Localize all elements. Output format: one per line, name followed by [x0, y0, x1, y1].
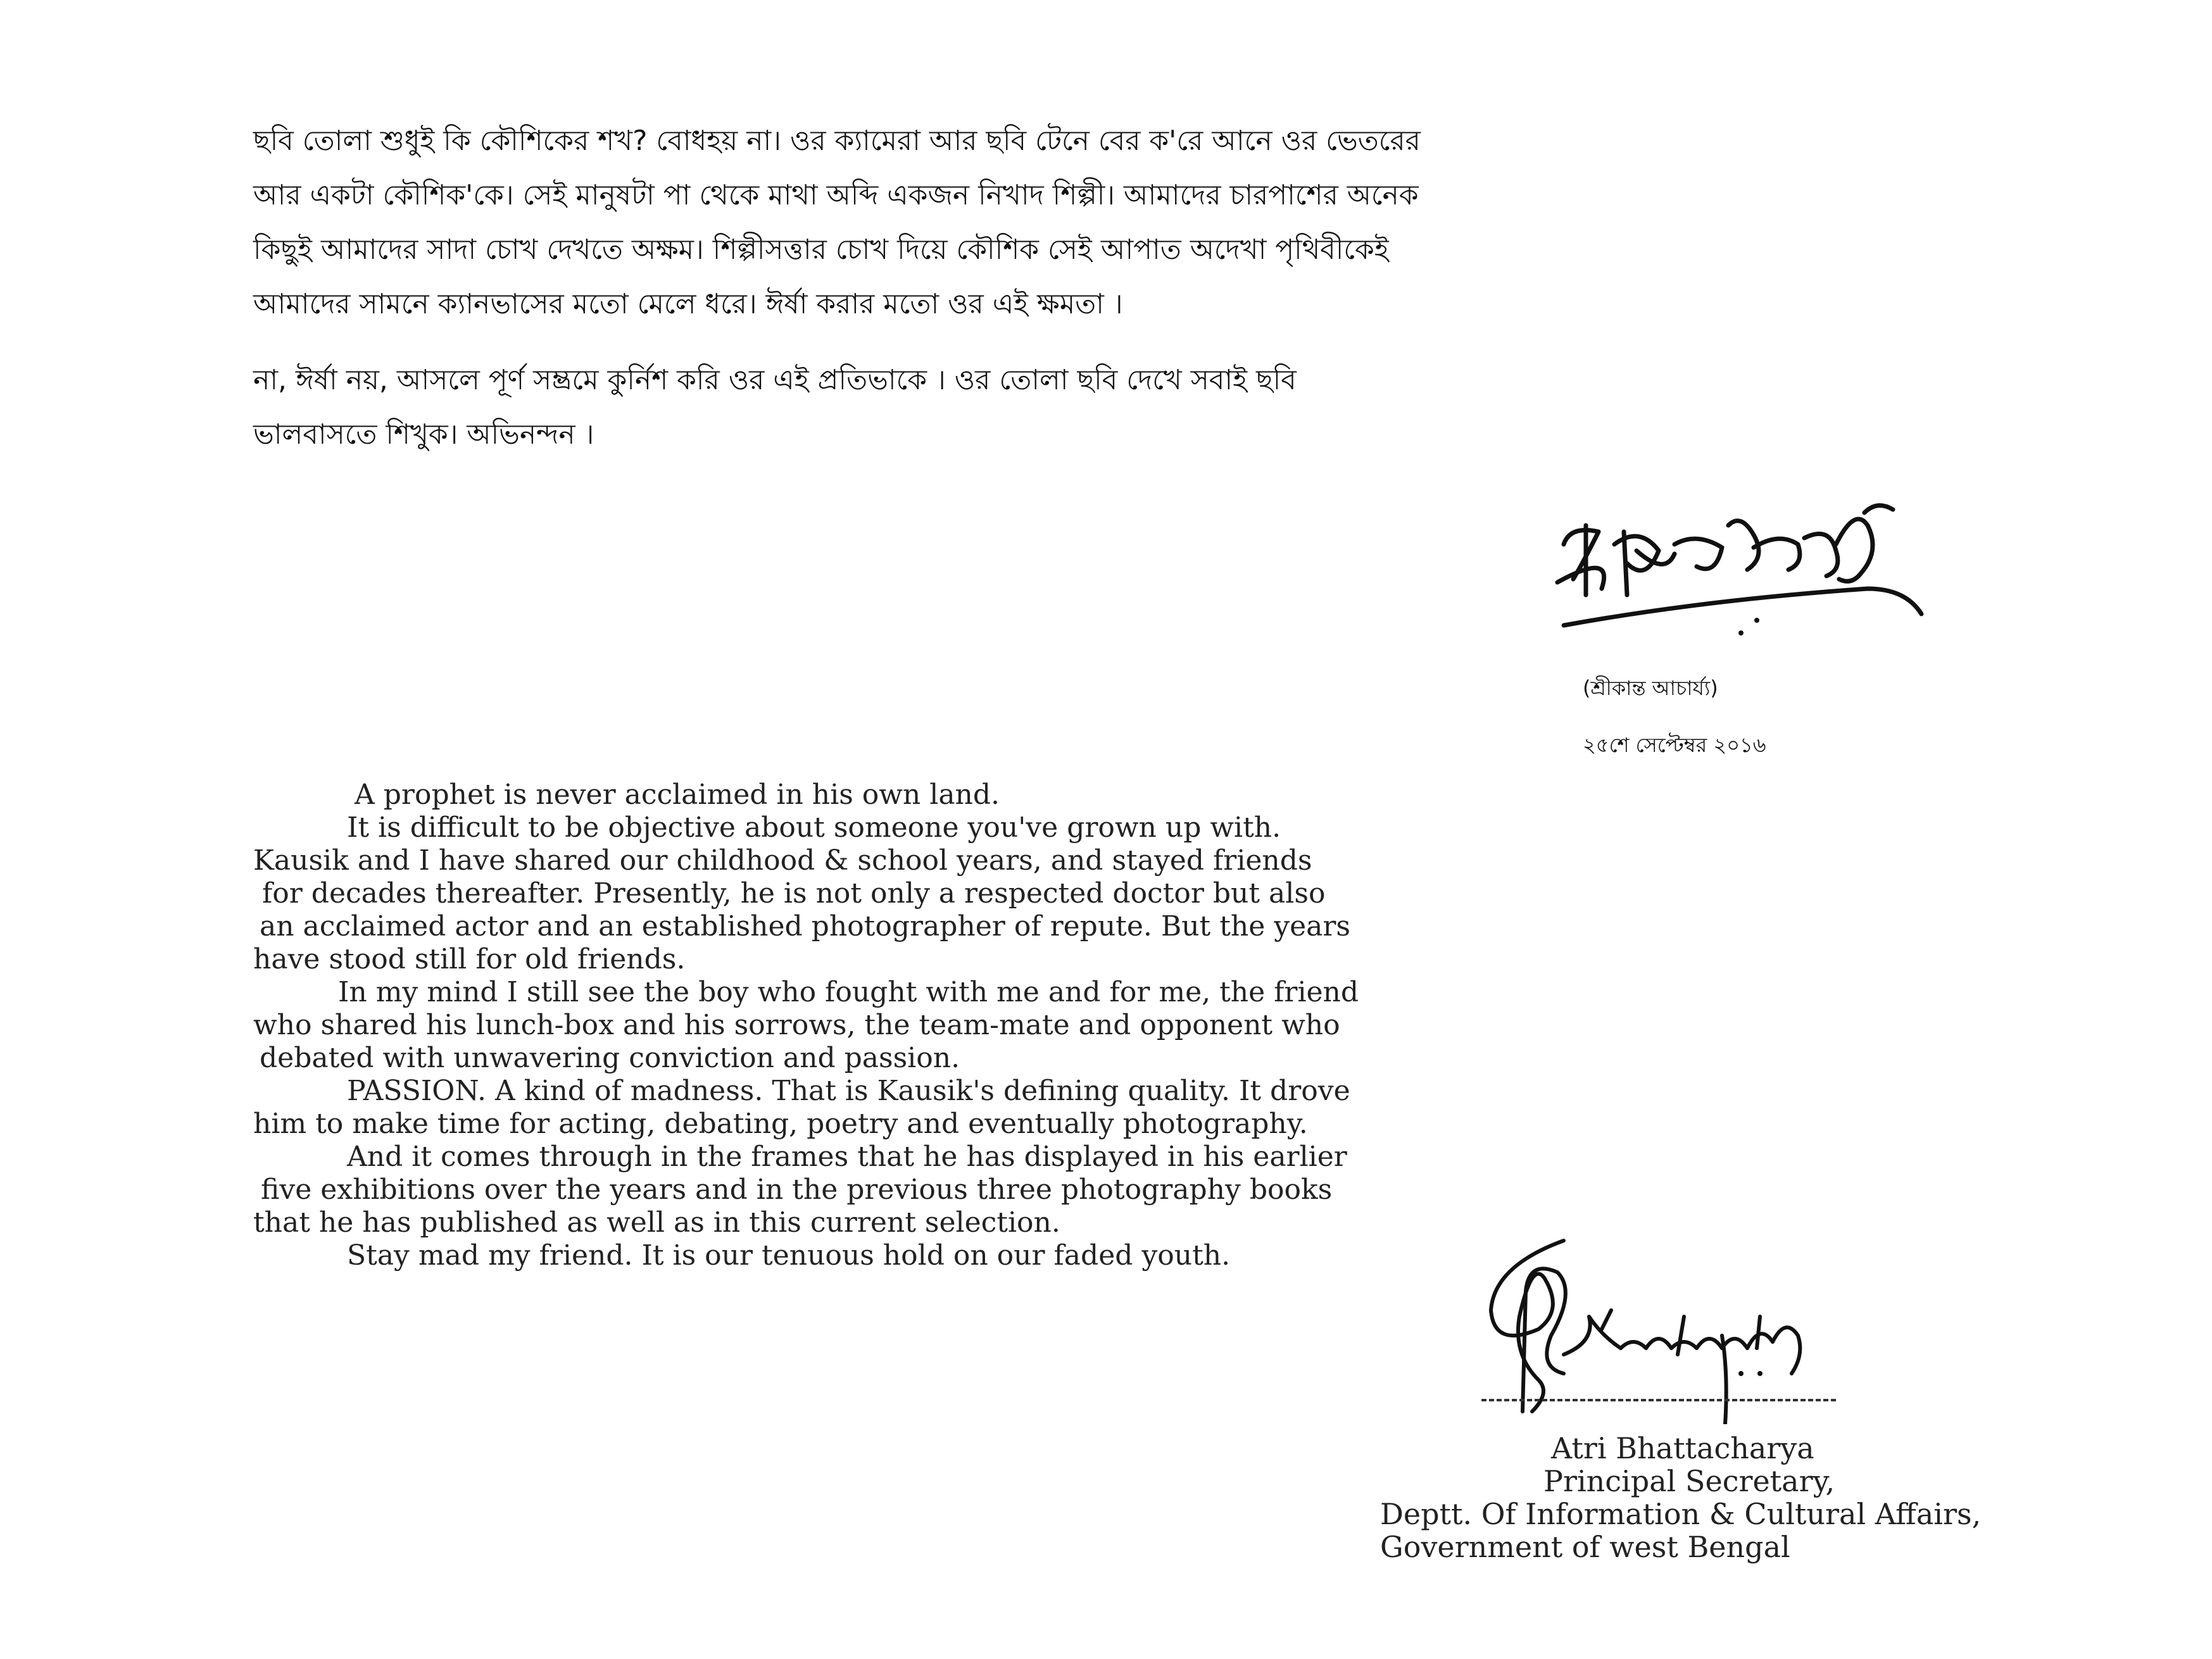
signatory-government: Government of west Bengal [1380, 1530, 1790, 1564]
bengali-signatory-name: (শ্রীকান্ত আচার্য্য) [1583, 676, 1718, 700]
signatory-title: Principal Secretary, [1543, 1464, 1835, 1498]
signatory-department: Deptt. Of Information & Cultural Affairs, [1380, 1497, 1982, 1531]
english-line: five exhibitions over the years and in the previous three photography books [261, 1174, 1333, 1206]
bengali-line: ভালবাসতে শিখুক। অভিনন্দন । [253, 418, 594, 451]
english-signatory-block [1380, 1432, 1981, 1563]
english-line: PASSION. A kind of madness. That is Kausik's defining quality. It drove [347, 1075, 1350, 1107]
bengali-letter-body [253, 114, 1811, 462]
english-line: A prophet is never acclaimed in his own land. [355, 779, 1000, 811]
english-line: It is difficult to be objective about someone you've grown up with. [347, 811, 1281, 844]
bengali-signature-icon [1538, 487, 1931, 652]
bengali-line: কিছুই আমাদের সাদা চোখ দেখতে অক্ষম। শিল্পীসত্তার চোখ দিয়ে কৌশিক সেই আপাত অদেখা পৃথিবীকেই [253, 234, 1389, 266]
bengali-letter-date: ২৫শে সেপ্টেম্বর ২০১৬ [1583, 733, 1766, 757]
english-letter-body [253, 779, 1494, 1272]
english-line: In my mind I still see the boy who fought with me and for me, the friend [338, 976, 1359, 1008]
bengali-line: ছবি তোলা শুধুই কি কৌশিকের শখ? বোধহয় না। ওর ক্যামেরা আর ছবি টেনে বের ক'রে আনে ওর ভেতরের [253, 125, 1421, 157]
english-line: Stay mad my friend. It is our tenuous hold on our faded youth. [347, 1239, 1231, 1272]
bengali-line: না, ঈর্ষা নয়, আসলে পূর্ণ সম্ভ্রমে কুর্নিশ করি ওর এই প্রতিভাকে । ওর তোলা ছবি দেখে সবাই ছবি [253, 364, 1297, 396]
english-signature-icon [1469, 1222, 1849, 1424]
english-line: who shared his lunch-box and his sorrows, the team-mate and opponent who [253, 1009, 1340, 1041]
english-line: Kausik and I have shared our childhood & school years, and stayed friends [253, 844, 1312, 877]
bengali-line: আমাদের সামনে ক্যানভাসের মতো মেলে ধরে। ঈর্ষা করার মতো ওর এই ক্ষমতা । [253, 288, 1123, 320]
english-line: that he has published as well as in this current selection. [253, 1206, 1060, 1239]
english-line: have stood still for old friends. [253, 943, 686, 975]
bengali-paragraph-1 [253, 114, 1811, 332]
signature-dashed-line [1481, 1399, 1836, 1401]
bengali-paragraph-2 [253, 353, 1811, 462]
signatory-name: Atri Bhattacharya [1551, 1431, 1814, 1465]
english-line: an acclaimed actor and an established photographer of repute. But the years [260, 910, 1350, 942]
english-line: And it comes through in the frames that he has displayed in his earlier [347, 1141, 1347, 1173]
english-line: him to make time for acting, debating, poetry and eventually photography. [253, 1108, 1308, 1140]
english-line: debated with unwavering conviction and passion. [260, 1042, 960, 1074]
english-line: for decades thereafter. Presently, he is not only a respected doctor but also [262, 877, 1326, 910]
bengali-line: আর একটা কৌশিক'কে। সেই মানুষটা পা থেকে মাথা অব্দি একজন নিখাদ শিল্পী। আমাদের চারপাশের অনেক [253, 179, 1419, 211]
